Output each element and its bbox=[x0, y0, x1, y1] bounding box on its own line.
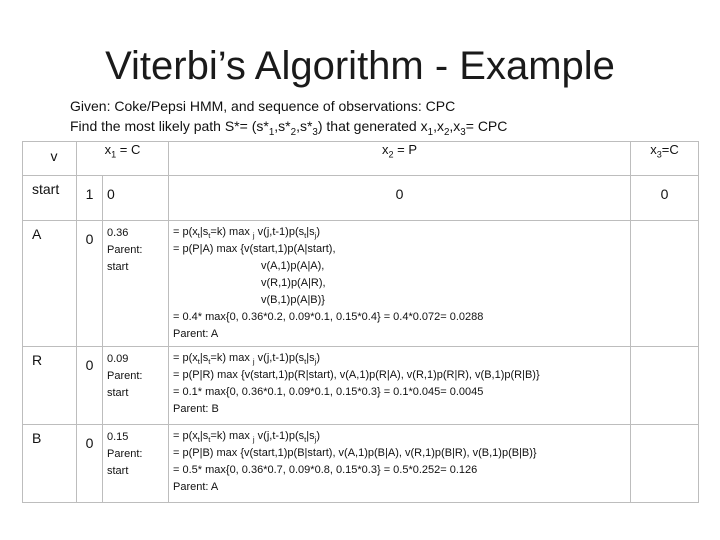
cell-a-v2 bbox=[169, 221, 631, 347]
viterbi-table bbox=[22, 141, 699, 503]
calc-parent: Parent: B bbox=[173, 403, 219, 415]
calc-line: = $p(x_t|s_t=k)$ max $_j$ $v(j,t-1)p(s_t|s_j)$ bbox=[173, 226, 320, 241]
cell-r-v1: 0.09 Parent: start bbox=[103, 347, 169, 425]
cell-a-v3 bbox=[631, 221, 699, 347]
col-header-x2: $x_2 = P$ bbox=[169, 142, 631, 176]
calc-line: = 0.1* max{0, 0.36*0.1, 0.09*0.1, 0.15*0.3} = 0.1*0.045= 0.0045 bbox=[173, 386, 484, 398]
col-header-x3: $x_3=C$ bbox=[631, 142, 699, 176]
calc-line: v(R,1)p(A|R), bbox=[261, 277, 326, 289]
calc-line: v(B,1)p(A|B)} bbox=[261, 294, 325, 306]
calc-line: = p(P|A) max {v(start,1)p(A|start), bbox=[173, 243, 336, 255]
cell-r-v3 bbox=[631, 347, 699, 425]
table-row-b bbox=[23, 425, 699, 503]
calc-parent: Parent: A bbox=[173, 328, 219, 340]
calc-line: = 0.4* max{0, 0.36*0.2, 0.09*0.1, 0.15*0.4} = 0.4*0.072= 0.0288 bbox=[173, 311, 484, 323]
calc-line: = 0.5* max{0, 0.36*0.7, 0.09*0.8, 0.15*0.3} = 0.5*0.252= 0.126 bbox=[173, 464, 478, 476]
calc-line: = p(P|R) max {v(start,1)p(R|start), v(A,1)p(R|A), v(R,1)p(R|R), v(B,1)p(R|B)} bbox=[173, 369, 540, 381]
calc-line: = $p(x_t|s_t=k)$ max $_j$ $v(j,t-1)p(s_t|s_j)$ bbox=[173, 430, 320, 445]
cell-b-v2 bbox=[169, 425, 631, 503]
row-label-r: R bbox=[23, 347, 77, 425]
row-label-start: start bbox=[23, 176, 77, 221]
calc-line: = p(P|B) max {v(start,1)p(B|start), v(A,1)p(B|A), v(R,1)p(B|R), v(B,1)p(B|B)} bbox=[173, 447, 537, 459]
cell-b-v1: 0.15 Parent: start bbox=[103, 425, 169, 503]
row-label-a: A bbox=[23, 221, 77, 347]
cell-r-v2 bbox=[169, 347, 631, 425]
col-header-x1: $x_1 = C$ bbox=[77, 142, 169, 176]
cell-a-v1: 0.36 Parent: start bbox=[103, 221, 169, 347]
corner-label: v bbox=[23, 142, 77, 176]
calc-line: = $p(x_t|s_t=k)$ max $_j$ $v(j,t-1)p(s_t|s_j)$ bbox=[173, 352, 320, 367]
row-label-b: B bbox=[23, 425, 77, 503]
cell-a-v0: 0 bbox=[77, 221, 103, 347]
cell-b-v3 bbox=[631, 425, 699, 503]
cell-b-v0: 0 bbox=[77, 425, 103, 503]
table-header-row bbox=[23, 142, 699, 176]
table-row-start bbox=[23, 176, 699, 221]
given-text bbox=[70, 96, 507, 136]
cell-r-v0: 0 bbox=[77, 347, 103, 425]
table-row-a bbox=[23, 221, 699, 347]
given-line-1: Given: Coke/Pepsi HMM, and sequence of observations: CPC bbox=[70, 98, 456, 114]
calc-parent: Parent: A bbox=[173, 481, 219, 493]
slide-title: Viterbi’s Algorithm - Example bbox=[105, 44, 615, 88]
cell-start-v2: 0 bbox=[169, 176, 631, 221]
cell-start-v0: 1 bbox=[77, 176, 103, 221]
table-row-r bbox=[23, 347, 699, 425]
given-line-2: Find the most likely path $S*= (s*_1,s*_2,s*_3)$ that generated $x_1,x_2,x_3=$ CPC bbox=[70, 118, 508, 138]
cell-start-v1: 0 bbox=[103, 176, 169, 221]
cell-start-v3: 0 bbox=[631, 176, 699, 221]
calc-line: v(A,1)p(A|A), bbox=[261, 260, 325, 272]
